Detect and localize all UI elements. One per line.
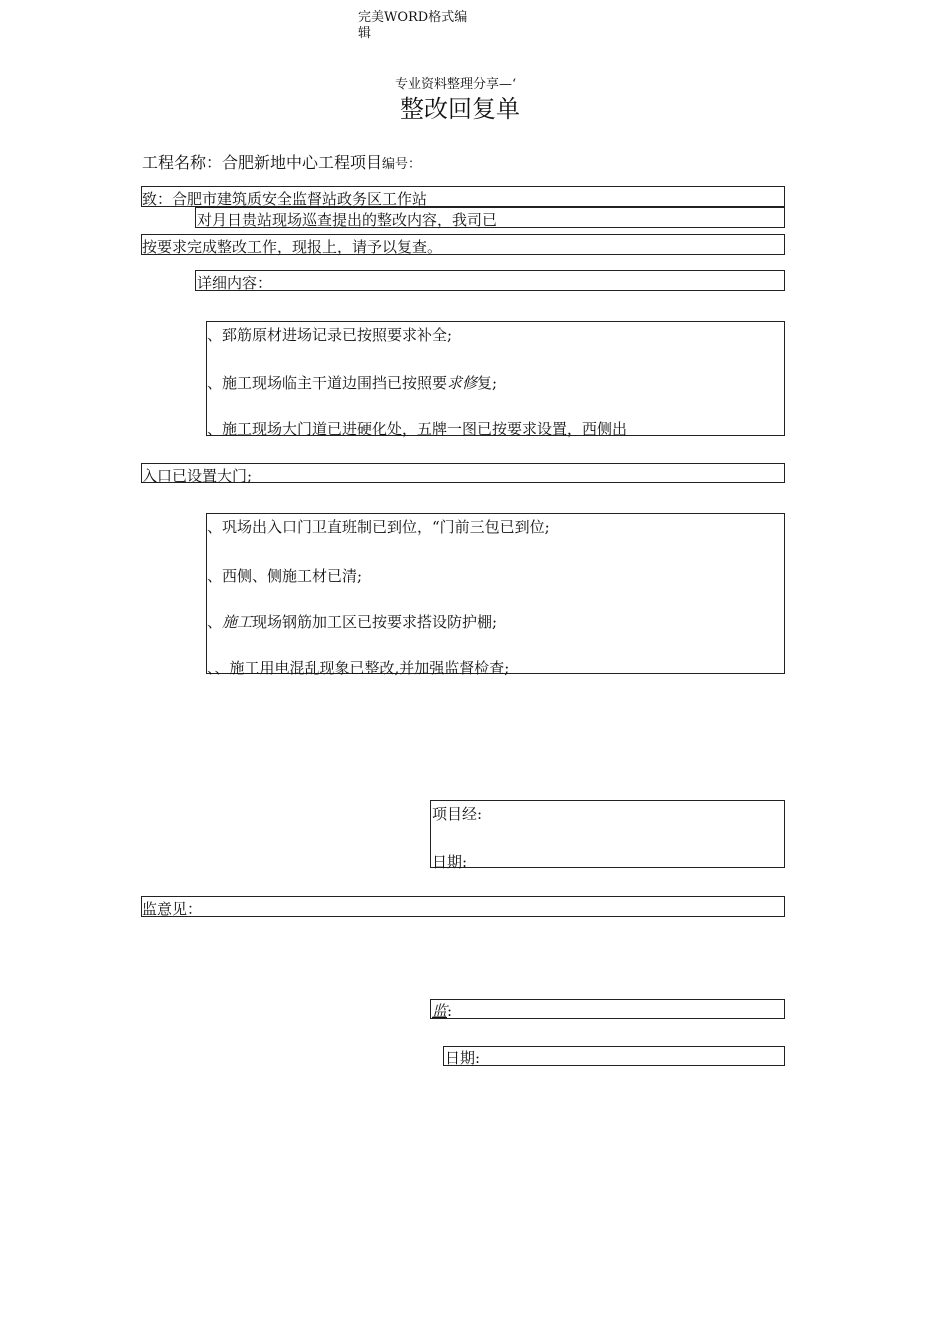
supervisor-sign-italic: 监 [432, 1002, 448, 1020]
contractor-sign-box [430, 800, 785, 871]
list-item-6-rest: 现场钢筋加工区已按要求搭设防护棚; [252, 613, 498, 631]
list-item-6 [207, 611, 497, 632]
body-line-2: 按要求完成整改工作，现报上，请予以复查。 [142, 238, 443, 256]
watermark-line-1: 完美WORD格式编 [358, 10, 468, 25]
list-item-6-italic: 施工 [222, 613, 253, 631]
supervisor-opinion-label: 监意见： [142, 900, 203, 918]
supervisor-date-box [443, 1046, 785, 1066]
body-line-1-box [195, 207, 785, 228]
supervisor-sign-label [432, 1000, 452, 1021]
details-label-box [195, 270, 785, 291]
project-manager-label: 项目经: [432, 805, 483, 823]
details-label: 详细内容： [197, 274, 273, 292]
items-group-1 [206, 321, 785, 436]
contractor-date-label: 日期: [432, 853, 468, 871]
supervisor-sign-box [430, 999, 785, 1019]
item-3-continued-box [141, 463, 785, 483]
list-item-3: 、施工现场大门道已进硬化处，五牌一图已按要求设置，西侧出 [207, 420, 628, 438]
items-group-2 [206, 513, 785, 677]
supervisor-opinion-box [141, 896, 785, 917]
project-line [142, 150, 421, 173]
body-line-1: 对月日贵站现场巡查提出的整改内容，我司已 [197, 211, 498, 229]
project-name: 工程名称：合肥新地中心工程项目 [142, 153, 383, 172]
supervisor-date-label: 日期: [445, 1049, 481, 1067]
list-item-2 [207, 372, 497, 393]
list-item-7: 、、施工用电混乱现象已整改,并加强监督检查; [207, 659, 510, 677]
list-item-3-continued: 入口已设置大门; [142, 467, 253, 485]
addressee-box [141, 186, 785, 207]
list-item-4: 、巩场出入口门卫直班制已到位，“门前三包已到位; [207, 518, 550, 536]
supervisor-sign-colon: : [447, 1002, 453, 1020]
list-item-2-text: 、施工现场临主干道边围挡已按照要 [207, 374, 448, 392]
body-line-2-box [141, 234, 785, 255]
list-item-2-italic: 求修 [447, 374, 478, 392]
list-item-5: 、西侧、侧施工材已清; [207, 567, 363, 585]
addressee: 致：合肥市建筑质安全监督站政务区工作站 [142, 190, 428, 208]
subtitle: 专业资料整理分享—‘ [395, 77, 517, 92]
list-item-2-end: 复; [477, 374, 498, 392]
page-title: 整改回复单 [400, 95, 520, 123]
watermark-line-2: 辑 [358, 26, 372, 41]
project-number-label: 编号： [382, 157, 422, 172]
list-item-6-prefix: 、 [207, 613, 223, 631]
list-item-1: 、郅筋原材进场记录已按照要求补全; [207, 326, 453, 344]
